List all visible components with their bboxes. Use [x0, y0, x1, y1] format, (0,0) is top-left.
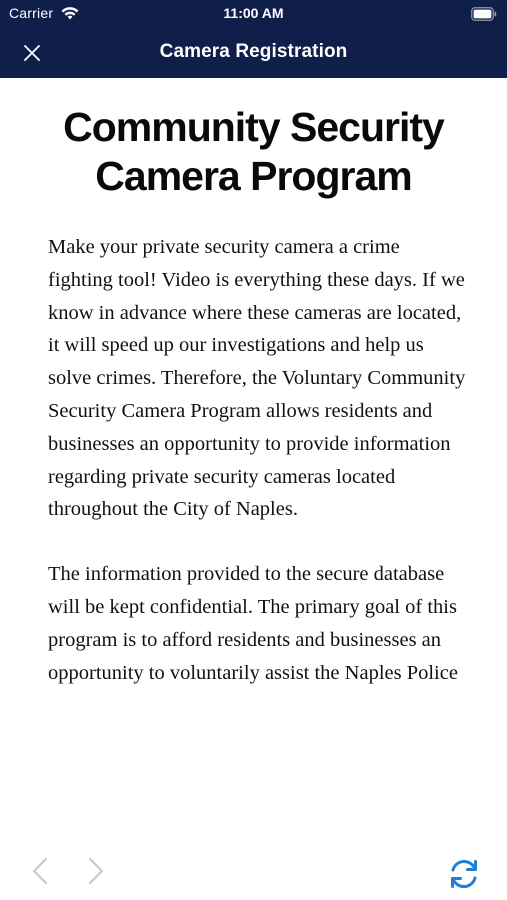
- forward-button[interactable]: [82, 856, 110, 886]
- browser-toolbar: [0, 838, 507, 900]
- status-bar: [0, 0, 507, 28]
- back-button[interactable]: [26, 856, 54, 886]
- navigation-bar: [0, 28, 507, 78]
- chevron-right-icon: [88, 857, 104, 885]
- refresh-button[interactable]: [446, 856, 482, 892]
- confidentiality-paragraph: The information provided to the secure database will be kept confidential. The primary goal of this program is to afford residents and businesses an opportunity to voluntarily assist the Naples Police: [48, 563, 458, 684]
- chevron-left-icon: [32, 857, 48, 885]
- page-heading: Community Security Camera Program: [63, 104, 444, 199]
- battery-icon: [471, 7, 497, 21]
- refresh-icon: [446, 856, 482, 892]
- intro-paragraph: Make your private security camera a crime fighting tool! Video is everything these days. If we know in advance where these cameras are located, it will speed up our investigations and help us solve crimes. Therefore, the Voluntary Community Security Camera Program allows residents and businesses an opportunity to provide information regarding private security cameras located throughout the City of Naples.: [48, 236, 466, 521]
- web-content[interactable]: [0, 78, 507, 838]
- carrier-label: Carrier: [9, 5, 54, 21]
- status-time: 11:00 AM: [223, 5, 284, 21]
- nav-title: Camera Registration: [159, 41, 348, 62]
